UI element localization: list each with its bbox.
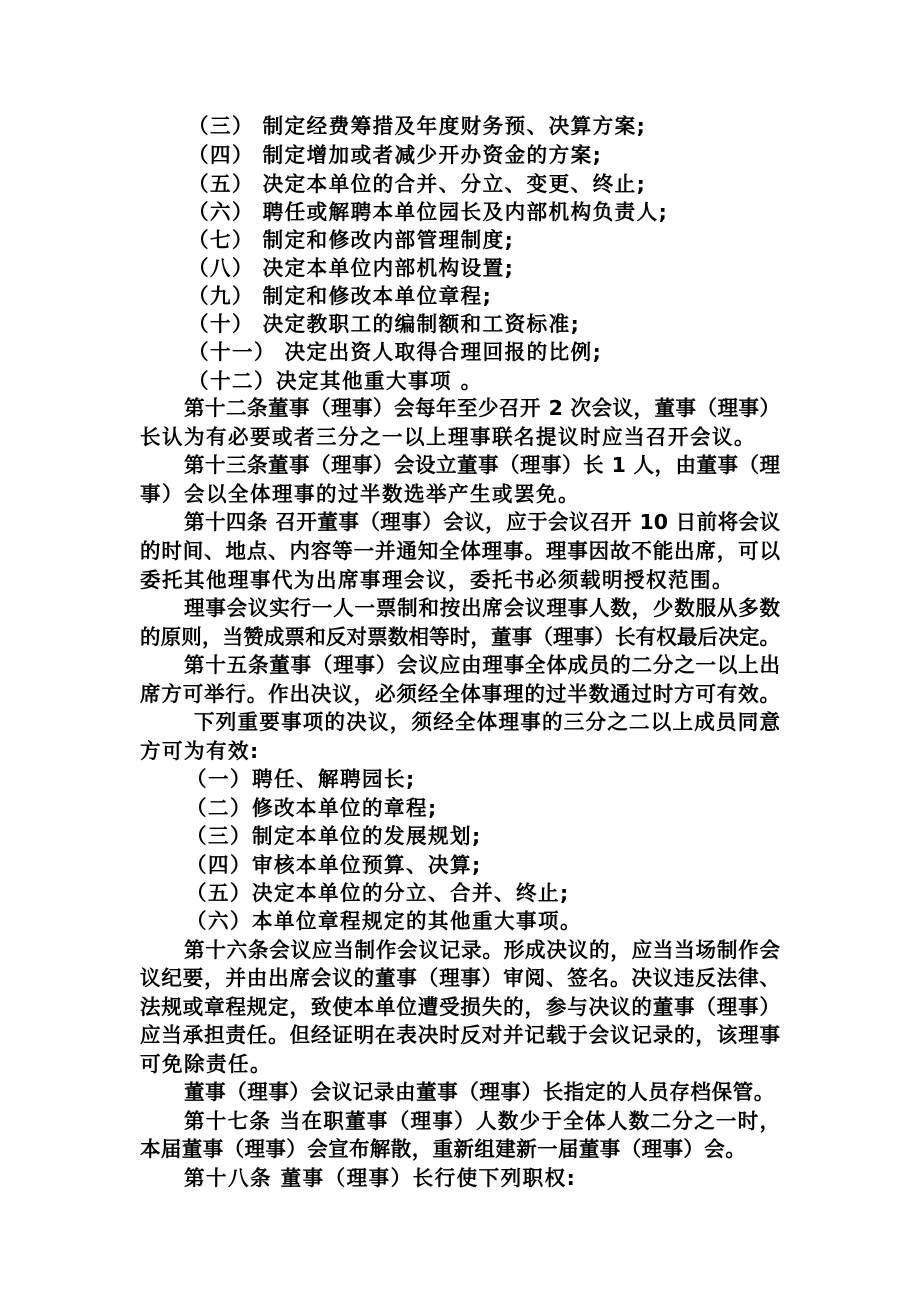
article-12-line-2: 长认为有必要或者三分之一以上理事联名提议时应当召开会议。 [140,425,756,449]
list-item: （四）审核本单位预算、决算; [186,853,482,877]
list-item: （三）制定本单位的发展规划; [186,824,482,848]
article-16-line-3: 法规或章程规定，致使本单位遭受损失的，参与决议的董事（理事） [140,995,780,1019]
list-item: （十） 决定教职工的编制额和工资标准; [188,312,581,336]
important-matters-line-2: 方可为有效: [140,739,260,763]
voting-rule-line-1: 理事会议实行一人一票制和按出席会议理事人数，少数服从多数 [184,596,780,620]
list-item: （五）决定本单位的分立、合并、终止; [186,881,570,905]
article-12-line-1: 第十二条董事（理事）会每年至少召开 2 次会议，董事（理事） [184,396,780,420]
article-15-line-1: 第十五条董事（理事）会议应由理事全体成员的二分之一以上出 [184,653,780,677]
article-13-line-1: 第十三条董事（理事）会设立董事（理事）长 1 人，由董事（理 [184,453,780,477]
list-item: （三） 制定经费筹措及年度财务预、决算方案; [188,114,647,138]
list-item: （七） 制定和修改内部管理制度; [188,228,515,252]
article-14-line-2: 的时间、地点、内容等一并通知全体理事。理事因故不能出席，可以 [140,539,780,563]
article-16-line-5: 可免除责任。 [140,1052,272,1076]
article-13-line-2: 事）会以全体理事的过半数选举产生或罢免。 [140,482,580,506]
article-17-line-1: 第十七条 当在职董事（理事）人数少于全体人数二分之一时， [184,1109,780,1133]
list-item: （九） 制定和修改本单位章程; [188,284,493,308]
article-14-line-3: 委托其他理事代为出席事理会议，委托书必须载明授权范围。 [140,568,734,592]
list-item: （五） 决定本单位的合并、分立、变更、终止; [188,172,647,196]
article-16-line-2: 议纪要，并由出席会议的董事（理事）审阅、签名。决议违反法律、 [140,966,780,990]
list-item: （六）本单位章程规定的其他重大事项。 [186,909,582,933]
list-item: （六） 聘任或解聘本单位园长及内部机构负责人; [188,200,669,224]
article-15-line-2: 席方可举行。作出决议，必须经全体事理的过半数通过时方可有效。 [140,682,780,706]
records-line: 董事（理事）会议记录由董事（理事）长指定的人员存档保管。 [184,1080,775,1104]
important-matters-line-1: 下列重要事项的决议，须经全体理事的三分之二以上成员同意 [194,710,780,734]
article-16-line-1: 第十六条会议应当制作会议记录。形成决议的，应当当场制作会 [184,938,780,962]
list-item: （一）聘任、解聘园长; [186,767,416,791]
article-14-line-1: 第十四条 召开董事（理事）会议，应于会议召开 10 日前将会议 [184,510,780,534]
list-item: （二）修改本单位的章程; [186,796,438,820]
list-item: （四） 制定增加或者减少开办资金的方案; [188,143,603,167]
article-16-line-4: 应当承担责任。但经证明在表决时反对并记载于会议记录的，该理事 [140,1023,780,1047]
article-18-line-1: 第十八条 董事（理事）长行使下列职权: [184,1166,577,1190]
voting-rule-line-2: 的原则，当赞成票和反对票数相等时，董事（理事）长有权最后决定。 [140,625,780,649]
list-item: （八） 决定本单位内部机构设置; [188,256,515,280]
list-item: （十二）决定其他重大事项 。 [188,369,483,393]
article-17-line-2: 本届董事（理事）会宣布解散，重新组建新一届董事（理事）会。 [140,1137,747,1161]
list-item: （十一） 决定出资人取得合理回报的比例; [188,340,603,364]
